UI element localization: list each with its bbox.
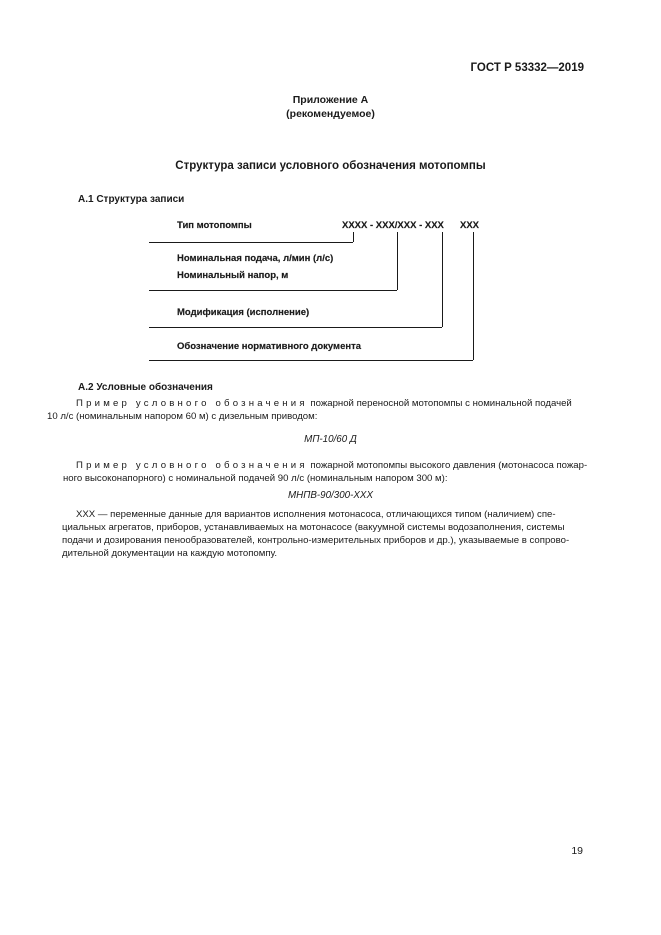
label-normative: Обозначение нормативного документа — [177, 341, 362, 352]
example1-paragraph — [47, 397, 582, 423]
example2-text-line2: ного высоконапорного) с номинальной подачей 90 л/с (номинальным напором 300 м): — [63, 473, 448, 484]
example1-text-line2: 10 л/с (номинальным напором 60 м) с дизельным приводом: — [47, 411, 318, 422]
line-modification — [149, 327, 442, 328]
line-normative-vertical — [473, 232, 474, 360]
line-normative — [149, 360, 473, 361]
line-type-vertical — [353, 232, 354, 242]
label-modification: Модификация (исполнение) — [177, 307, 310, 318]
example1-lead: Пример условного обозначения — [76, 398, 308, 409]
note-line1: ХХХ — переменные данные для вариантов исполнения мотонасоса, отличающихся типом (наличием) спе- — [76, 509, 556, 520]
example2-code: МНПВ-90/300-ХХХ — [288, 490, 373, 501]
section-a1-heading: А.1 Структура записи — [78, 194, 185, 205]
page-number: 19 — [571, 845, 583, 857]
example1-code: МП-10/60 Д — [304, 434, 357, 445]
annex-title: Приложение А — [292, 94, 369, 106]
line-flow-head-vertical — [397, 232, 398, 290]
annex-subtitle: (рекомендуемое) — [286, 108, 375, 120]
example2-paragraph — [63, 459, 588, 485]
note-line4: дительной документации на каждую мотопомпу. — [62, 548, 278, 559]
example2-text-line1: пожарной мотопомпы высокого давления (мотонасоса пожар- — [307, 460, 588, 471]
line-type — [149, 242, 353, 243]
document-code: ГОСТ Р 53332—2019 — [470, 62, 584, 74]
example2-lead: Пример условного обозначения — [76, 460, 308, 471]
note-paragraph — [62, 508, 582, 560]
note-line2: циальных агрегатов, приборов, устанавливаемых на мотонасосе (вакуумной системы водозаполнения, системы — [62, 522, 565, 533]
example1-text-line1: пожарной переносной мотопомпы с номинальной подачей — [307, 398, 572, 409]
code-main-part: ХХХХ - ХХХ/ХХХ - ХХХ — [342, 220, 444, 231]
code-suffix-part: ХХХ — [460, 220, 480, 231]
label-flow: Номинальная подача, л/мин (л/с) — [177, 253, 334, 264]
structure-title: Структура записи условного обозначения мотопомпы — [175, 160, 486, 172]
section-a2-heading: А.2 Условные обозначения — [78, 382, 213, 393]
label-head: Номинальный напор, м — [177, 270, 289, 281]
line-modification-vertical — [442, 232, 443, 327]
note-line3: подачи и дозирования пенообразователей, контрольно-измерительных приборов и др.), указываемые в сопрово- — [62, 535, 570, 546]
label-type: Тип мотопомпы — [177, 220, 252, 231]
line-flow-head — [149, 290, 397, 291]
